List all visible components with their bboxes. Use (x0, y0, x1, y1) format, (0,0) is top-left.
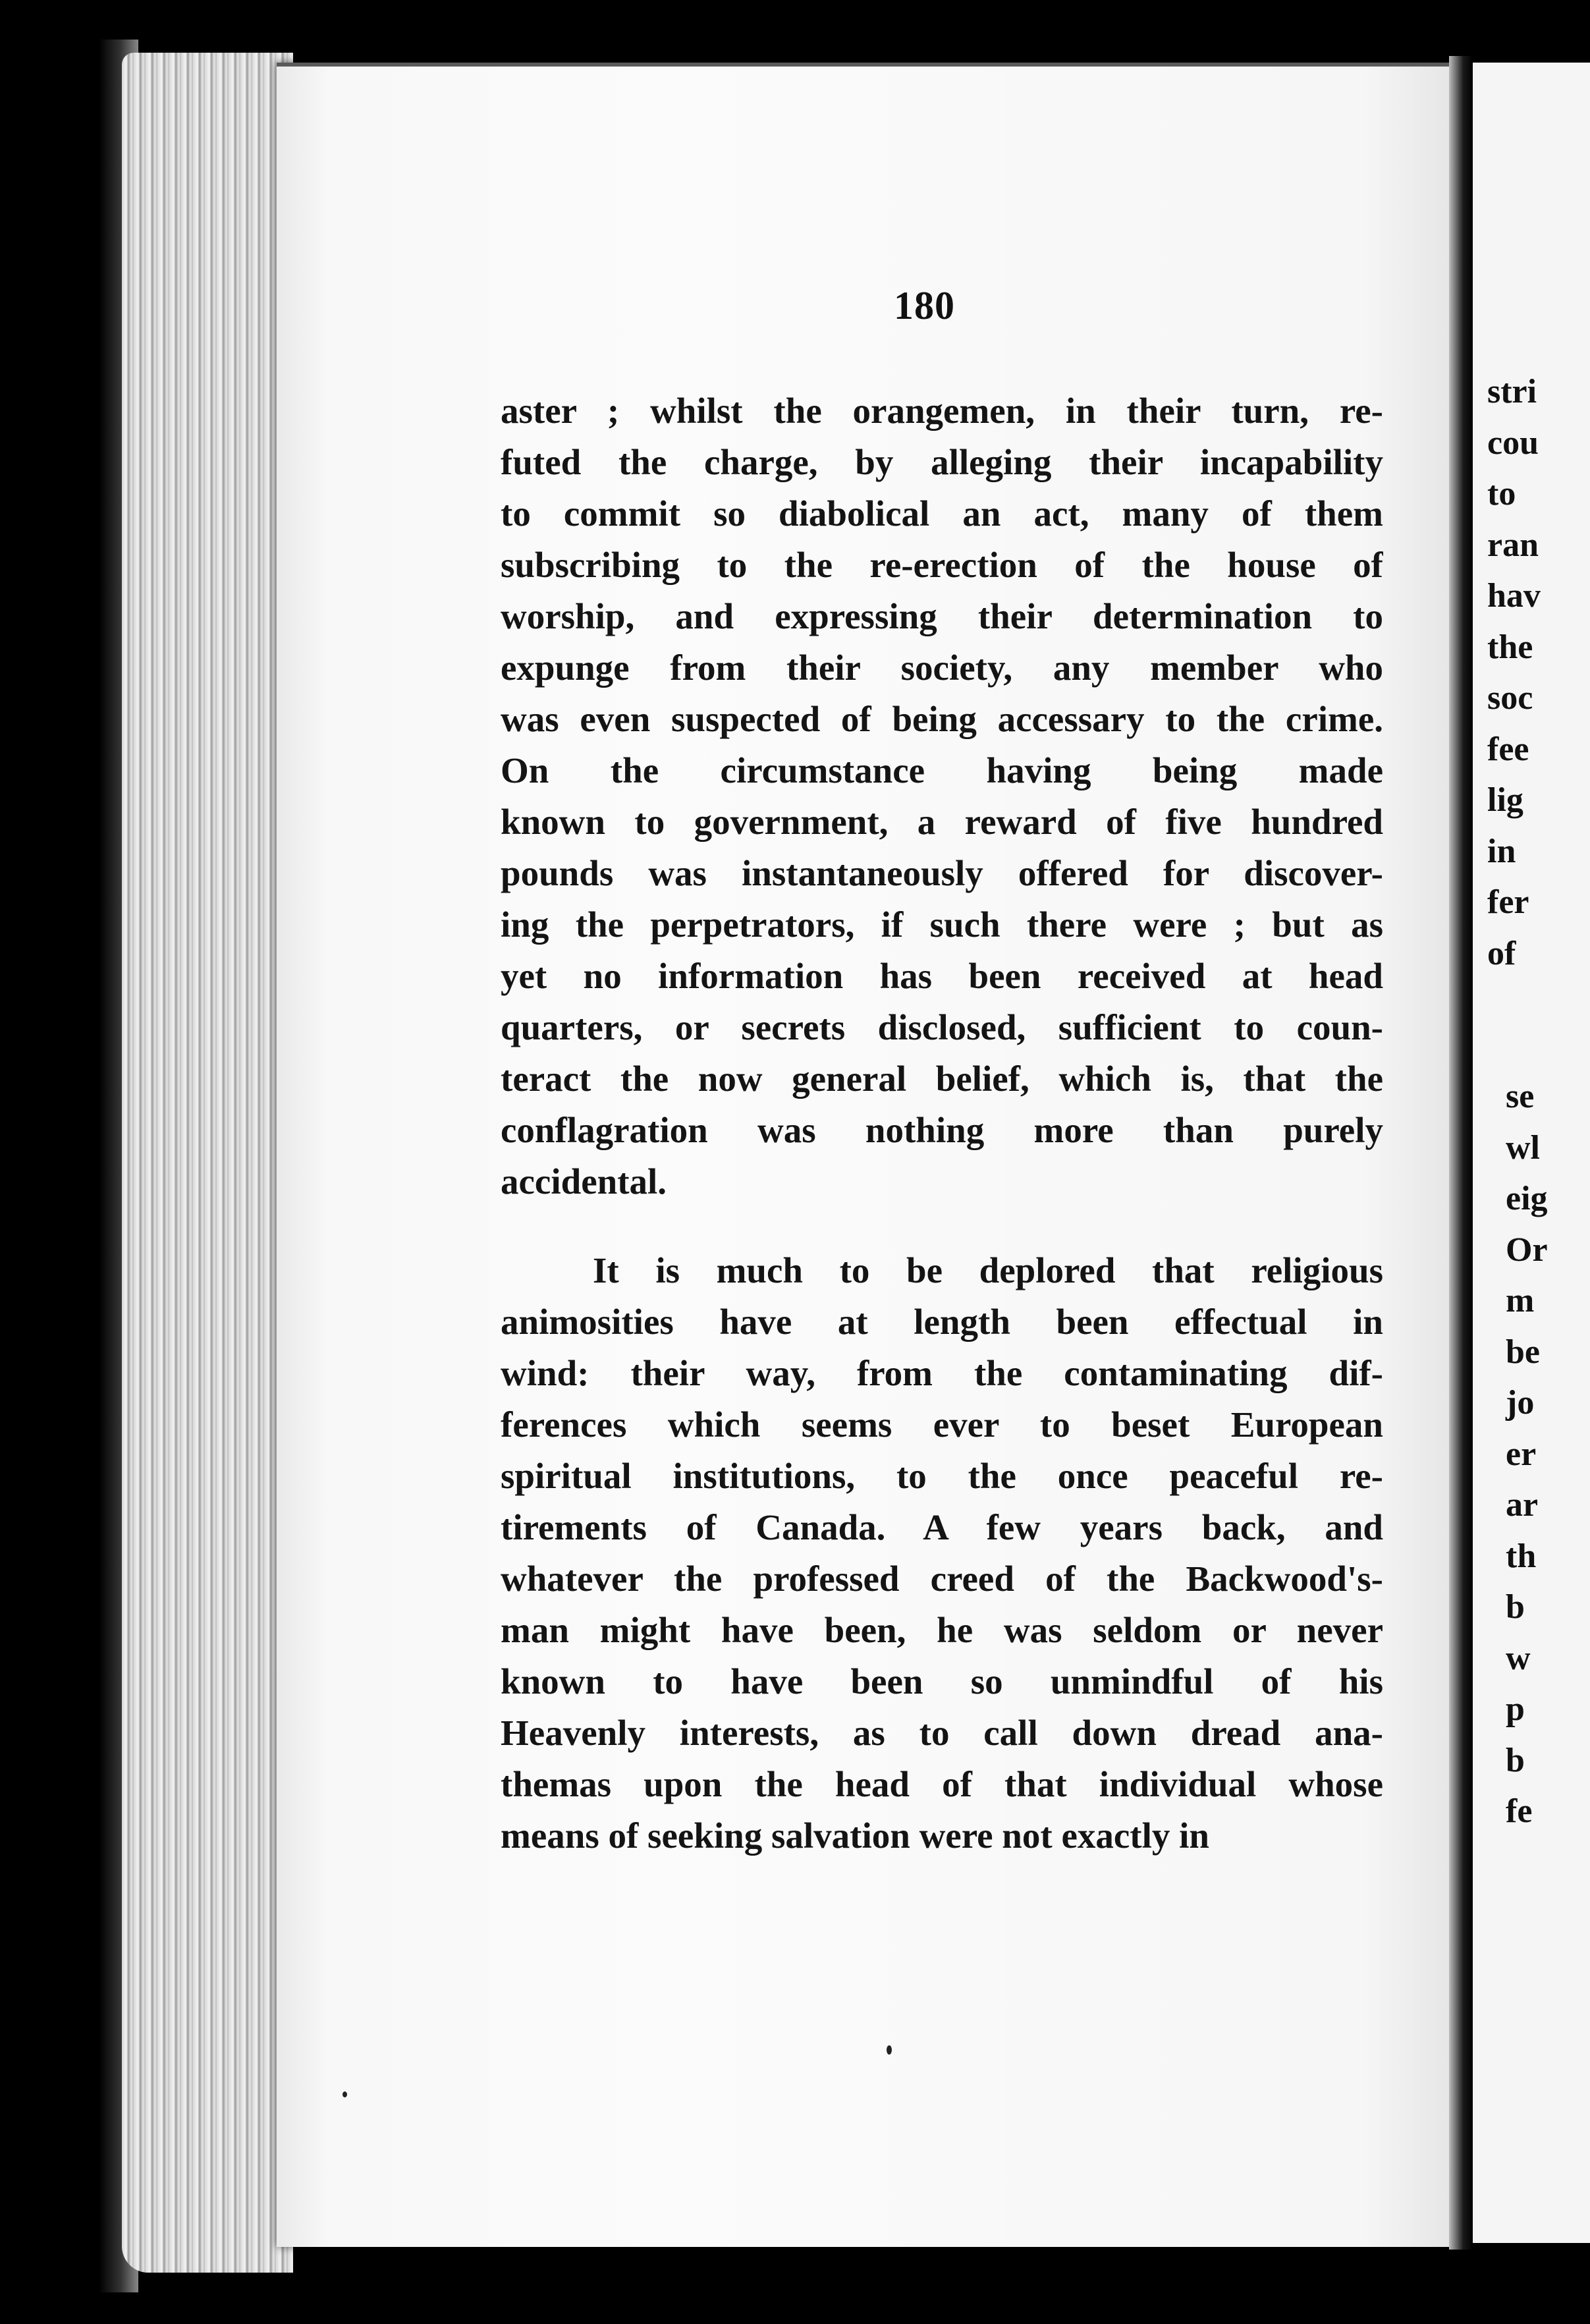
text-line: ing the perpetrators, if such there were ; but as (501, 904, 1383, 945)
facing-text-fragment: jo (1506, 1384, 1535, 1422)
text-line: tirements of Canada. A few years back, and (501, 1507, 1383, 1547)
facing-text-fragment: er (1506, 1435, 1537, 1473)
facing-text-fragment: of (1487, 934, 1516, 972)
facing-text-fragment: se (1506, 1078, 1535, 1115)
text-line: known to government, a reward of five hundred (501, 802, 1383, 842)
text-line: whatever the professed creed of the Backwood's- (501, 1559, 1383, 1599)
text-line: worship, and expressing their determination to (501, 596, 1383, 636)
text-line: wind: their way, from the contaminating dif- (501, 1353, 1383, 1393)
text-line: subscribing to the re-erection of the house of (501, 545, 1383, 585)
facing-text-fragment: in (1487, 832, 1516, 870)
facing-text-fragment: eig (1506, 1180, 1548, 1217)
text-line: It is much to be deplored that religious (593, 1250, 1383, 1290)
facing-page (1473, 63, 1590, 2243)
text-line: man might have been, he was seldom or never (501, 1610, 1383, 1650)
text-line: to commit so diabolical an act, many of them (501, 493, 1383, 534)
facing-text-fragment: wl (1506, 1128, 1540, 1167)
ink-speck (343, 2091, 347, 2097)
book-gutter (1449, 56, 1473, 2250)
facing-text-fragment: the (1487, 628, 1533, 666)
facing-text-fragment: b (1506, 1741, 1525, 1779)
text-line: Heavenly interests, as to call down dread ana- (501, 1713, 1383, 1753)
text-line: was even suspected of being accessary to the crime. (501, 699, 1383, 739)
facing-text-fragment: ar (1506, 1486, 1539, 1524)
facing-text-fragment: soc (1487, 679, 1533, 717)
text-line: themas upon the head of that individual whose (501, 1764, 1383, 1804)
text-line: conflagration was nothing more than purely (501, 1110, 1383, 1150)
text-line: animosities have at length been effectual in (501, 1302, 1383, 1342)
text-line: futed the charge, by alleging their incapability (501, 442, 1383, 482)
paragraph-1 (501, 385, 1383, 1207)
text-line: aster ; whilst the orangemen, in their turn, re- (501, 391, 1383, 431)
text-line: spiritual institutions, to the once peaceful re- (501, 1456, 1383, 1496)
paragraph-2 (501, 1245, 1383, 1862)
text-line: pounds was instantaneously offered for discover- (501, 853, 1383, 893)
facing-text-fragment: w (1506, 1639, 1531, 1677)
facing-text-fragment: hav (1487, 577, 1541, 615)
text-line: known to have been so unmindful of his (501, 1661, 1383, 1702)
facing-text-fragment: fee (1487, 730, 1529, 768)
facing-text-fragment: p (1506, 1690, 1525, 1728)
text-line: ferences which seems ever to beset European (501, 1404, 1383, 1445)
facing-text-fragment: m (1506, 1282, 1535, 1319)
text-line: quarters, or secrets disclosed, sufficient to coun- (501, 1007, 1383, 1047)
text-line: teract the now general belief, which is, that the (501, 1059, 1383, 1099)
text-line: On the circumstance having being made (501, 750, 1383, 790)
facing-text-fragment: Or (1506, 1231, 1548, 1269)
facing-text-fragment: b (1506, 1588, 1525, 1626)
facing-text-fragment: to (1487, 475, 1516, 512)
facing-text-fragment: stri (1487, 373, 1537, 410)
page-number: 180 (894, 284, 955, 327)
ink-speck (887, 2045, 892, 2055)
text-line: accidental. (501, 1161, 667, 1202)
text-line: expunge from their society, any member who (501, 648, 1383, 688)
facing-text-fragment: th (1506, 1537, 1537, 1575)
facing-text-fragment: cou (1487, 424, 1539, 462)
facing-text-fragment: fe (1506, 1792, 1533, 1830)
facing-text-fragment: fer (1487, 883, 1529, 921)
text-line: means of seeking salvation were not exactly in (501, 1815, 1209, 1856)
text-line: yet no information has been received at head (501, 956, 1383, 996)
facing-text-fragment: ran (1487, 526, 1539, 564)
stacked-page-edges (122, 53, 293, 2273)
facing-text-fragment: be (1506, 1333, 1540, 1371)
facing-text-fragment: lig (1487, 781, 1523, 819)
